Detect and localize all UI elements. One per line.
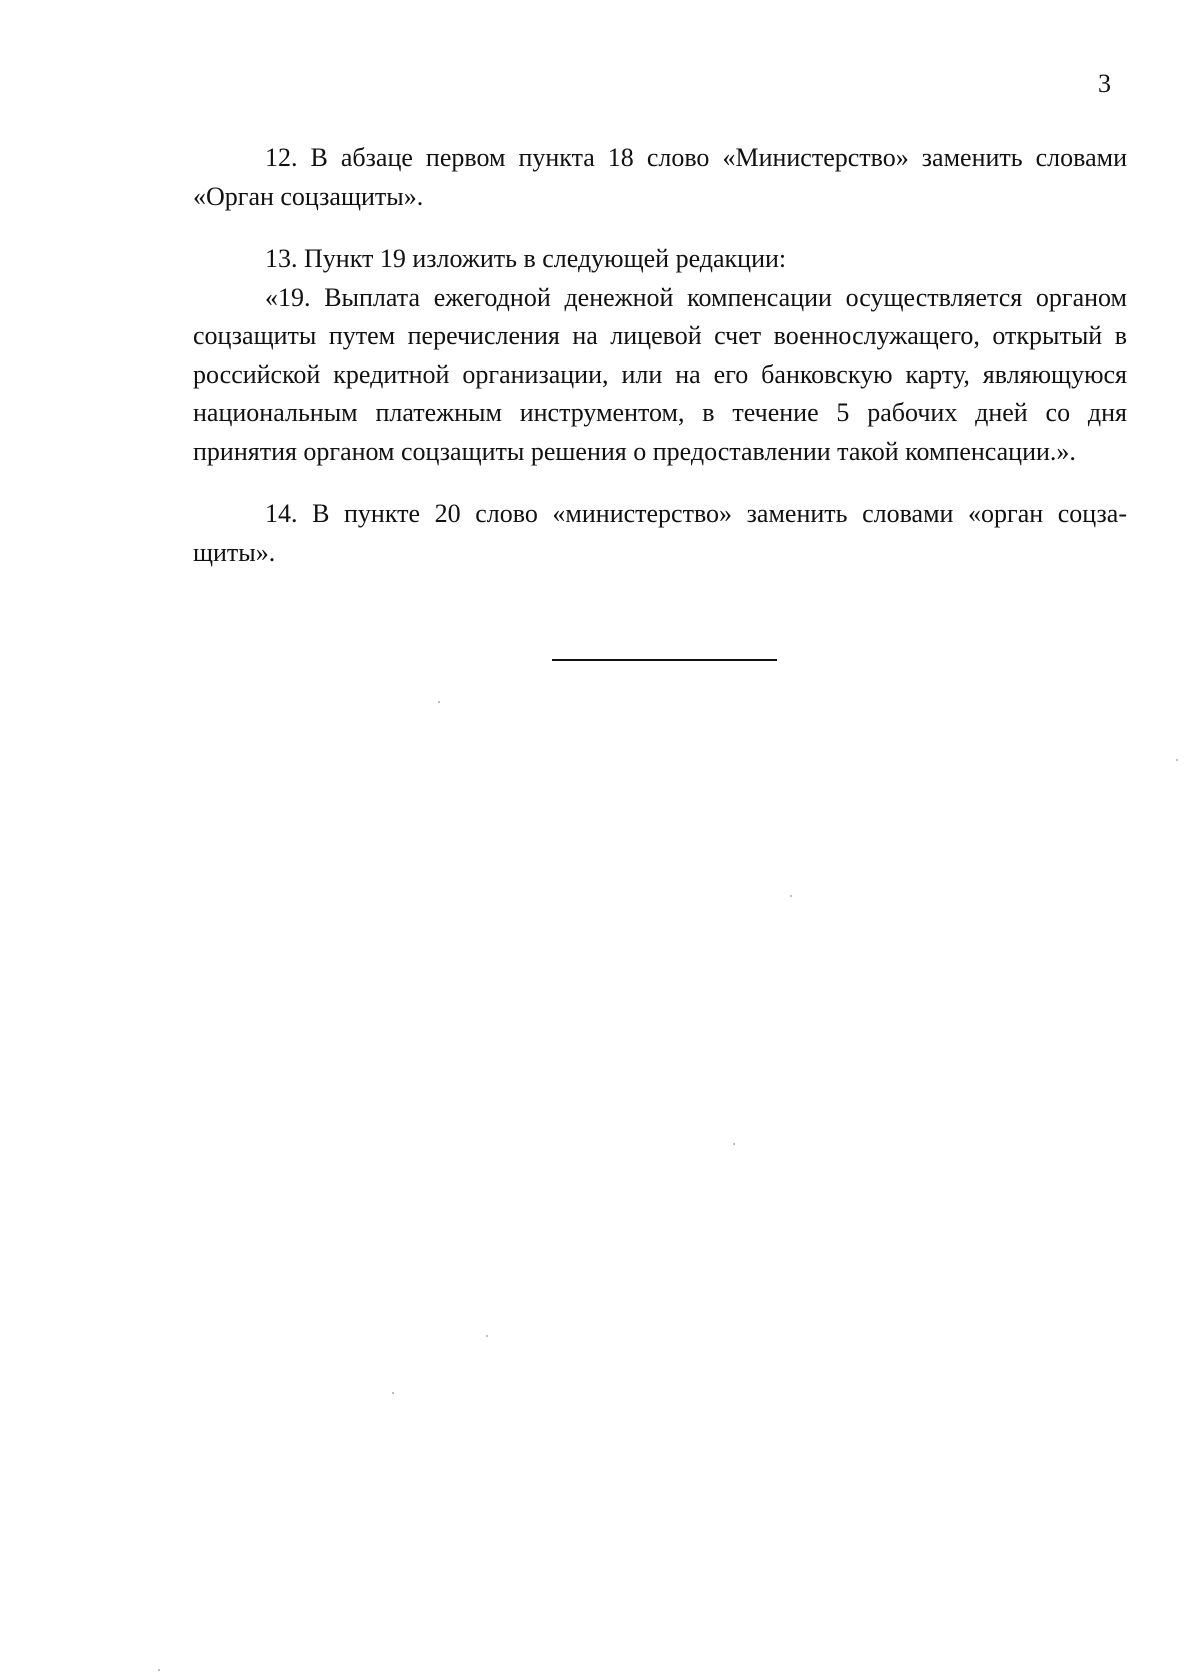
paragraph-item-14: 14. В пункте 20 слово «министерство» заменить словами «орган соцзащиты».: [193, 499, 1127, 567]
paragraph-item-12: 12. В абзаце первом пункта 18 слово «Министерство» заменить словами «Орган соцзащиты».: [193, 143, 1127, 211]
paragraph-quoted-item-19: «19. Выплата ежегодной денежной компенсации осуществляется органом соцзащиты путем перечисления на лицевой счет военнослужащего, открытый в российской кредитной организации, или на его банковскую карту, являющуюся национальным платежным инструментом, в течение 5 рабочих дней со дня принятия органом соцзащиты решения о предоставлении такой компенсации.».: [193, 282, 1127, 466]
scan-speck: [486, 1335, 488, 1337]
end-separator-line: [552, 659, 777, 661]
scan-speck: [733, 1143, 735, 1145]
scan-speck: [158, 1669, 160, 1671]
page-number: 3: [1098, 69, 1111, 98]
paragraph-item-13: 13. Пункт 19 изложить в следующей редакции:: [265, 244, 787, 273]
scan-speck: [790, 895, 792, 897]
scan-speck: [1176, 759, 1178, 761]
scan-speck: [438, 701, 440, 703]
document-body: [193, 139, 1127, 572]
scan-speck: [392, 1392, 394, 1394]
